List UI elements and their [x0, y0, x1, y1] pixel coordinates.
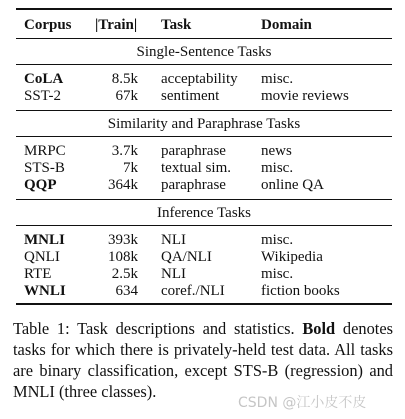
corpus-stsb: STS-B [24, 160, 65, 176]
caption-bold-word: Bold [302, 319, 336, 338]
train-cola: 8.5k [111, 71, 138, 87]
table-bottom-rule [16, 303, 392, 305]
train-wnli: 634 [115, 283, 138, 299]
task-mnli: NLI [161, 232, 186, 248]
table-caption [13, 318, 393, 402]
section-title-similarity: Similarity and Paraphrase Tasks [107, 116, 301, 132]
train-rte: 2.5k [111, 266, 138, 282]
domain-rte: misc. [261, 266, 294, 282]
task-rte: NLI [161, 266, 186, 282]
train-sst2: 67k [115, 88, 138, 104]
corpus-mrpc: MRPC [24, 143, 66, 159]
section-rule-inference-top [16, 199, 392, 200]
section-rule-similarity [16, 136, 392, 137]
train-mnli: 393k [108, 232, 138, 248]
corpus-qnli: QNLI [24, 249, 60, 265]
section-title-inference: Inference Tasks [156, 205, 252, 221]
domain-sst2: movie reviews [261, 88, 349, 104]
corpus-wnli: WNLI [24, 283, 66, 299]
train-stsb: 7k [123, 160, 138, 176]
header-domain: Domain [261, 17, 312, 33]
domain-cola: misc. [261, 71, 294, 87]
section-rule-inference [16, 225, 392, 226]
train-mrpc: 3.7k [111, 143, 138, 159]
domain-mrpc: news [261, 143, 292, 159]
header-train: |Train| [95, 17, 138, 33]
task-cola: acceptability [161, 71, 238, 87]
domain-stsb: misc. [261, 160, 294, 176]
caption-rest: denotes tasks for which there is privately-held test data. All tasks are binary classification, except STS-B (regression) and MNLI (three classes). [13, 319, 393, 401]
header-task: Task [161, 17, 192, 33]
table-top-rule [16, 8, 392, 10]
caption-lead: Table 1: Task descriptions and statistics. [13, 319, 295, 338]
corpus-cola: CoLA [24, 71, 64, 87]
train-qnli: 108k [108, 249, 138, 265]
task-sst2: sentiment [161, 88, 220, 104]
watermark: CSDN @江小皮不皮 [238, 395, 367, 411]
header-corpus: Corpus [24, 17, 72, 33]
section-rule-single [16, 64, 392, 65]
task-stsb: textual sim. [161, 160, 231, 176]
corpus-mnli: MNLI [24, 232, 65, 248]
corpus-rte: RTE [24, 266, 52, 282]
section-title-single: Single-Sentence Tasks [136, 44, 272, 60]
header-rule [16, 38, 392, 39]
section-rule-similarity-top [16, 110, 392, 111]
task-qnli: QA/NLI [161, 249, 212, 265]
corpus-sst2: SST-2 [24, 88, 61, 104]
domain-qnli: Wikipedia [261, 249, 323, 265]
corpus-qqp: QQP [24, 177, 57, 193]
task-qqp: paraphrase [161, 177, 226, 193]
task-wnli: coref./NLI [161, 283, 225, 299]
task-mrpc: paraphrase [161, 143, 226, 159]
domain-qqp: online QA [261, 177, 324, 193]
domain-wnli: fiction books [261, 283, 340, 299]
train-qqp: 364k [108, 177, 138, 193]
domain-mnli: misc. [261, 232, 294, 248]
